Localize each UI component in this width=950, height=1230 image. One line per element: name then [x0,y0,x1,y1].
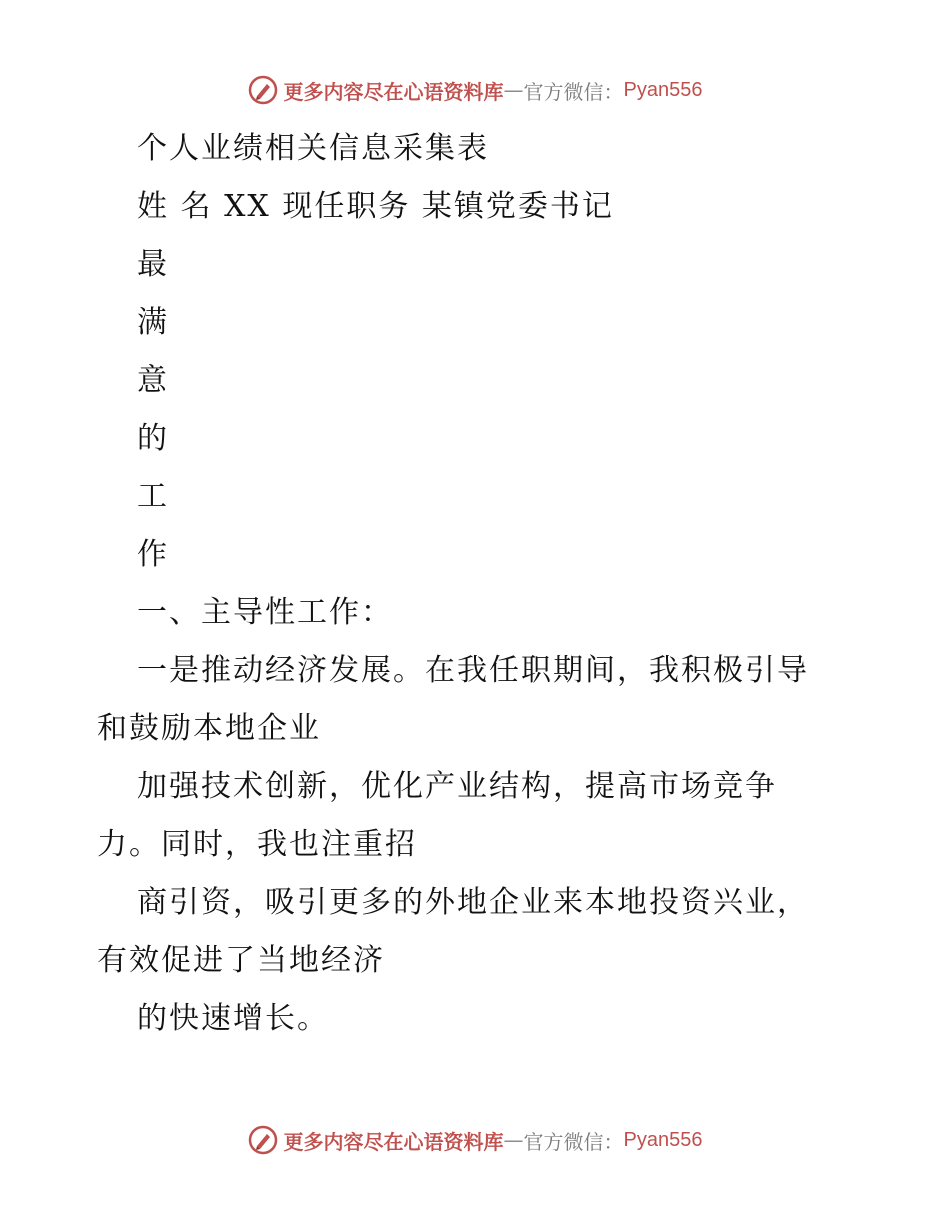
watermark-dash: — [503,78,524,102]
watermark-brand-text: 更多内容尽在心语资料库 [283,79,504,104]
paragraph-line: 和鼓励本地企业 [97,711,321,746]
vertical-heading-char: 工 [137,479,169,514]
paragraph-line: 商引资，吸引更多的外地企业来本地投资兴业， [137,885,809,920]
vertical-heading-char: 的 [137,421,169,456]
watermark-official-label: 官方微信： [523,79,624,104]
info-line: 姓 名 XX 现任职务 某镇党委书记 [137,189,614,224]
paragraph-line: 有效促进了当地经济 [97,943,385,978]
watermark-brand-text: 更多内容尽在心语资料库 [283,1129,504,1154]
paragraph-line: 的快速增长。 [137,1001,329,1036]
vertical-heading-char: 最 [137,247,169,282]
pen-logo-icon [248,75,278,105]
vertical-heading-char: 作 [137,537,169,572]
vertical-heading-char: 意 [137,363,169,398]
watermark-dash: — [503,1128,524,1152]
section-heading: 一、主导性工作： [137,595,393,630]
paragraph-line: 一是推动经济发展。在我任职期间，我积极引导 [137,653,809,688]
footer-watermark [0,1120,950,1160]
paragraph-line: 力。同时，我也注重招 [97,827,417,862]
document-body [97,120,867,1048]
document-title: 个人业绩相关信息采集表 [137,131,489,166]
vertical-heading-char: 满 [137,305,169,340]
watermark-official-label: 官方微信： [523,1129,624,1154]
paragraph-line: 加强技术创新，优化产业结构，提高市场竞争 [137,769,777,804]
header-watermark [0,70,950,110]
watermark-wechat-id: Pyan556 [623,1128,703,1151]
pen-logo-icon [248,1125,278,1155]
watermark-wechat-id: Pyan556 [623,78,703,101]
